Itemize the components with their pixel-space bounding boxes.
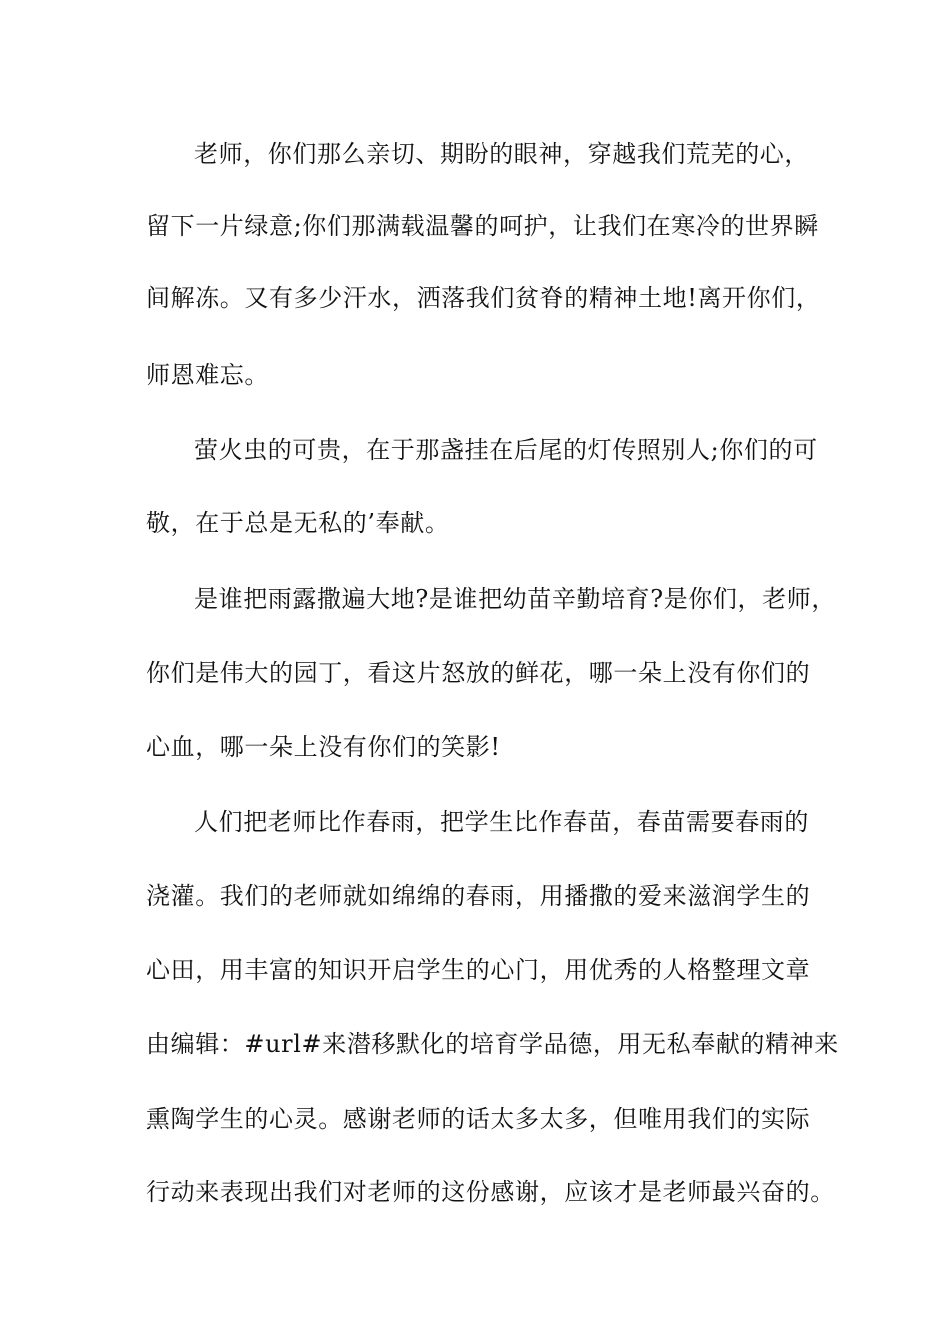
paragraph-2-line-2: 敬，在于总是无私的’奉献。 bbox=[146, 509, 450, 537]
paragraph-4-line-1: 人们把老师比作春雨，把学生比作春苗，春苗需要春雨的 bbox=[194, 808, 809, 836]
paragraph-3-line-1: 是谁把雨露撒遍大地?是谁把幼苗辛勤培育?是你们，老师， bbox=[194, 585, 836, 613]
paragraph-3-line-3: 心血，哪一朵上没有你们的笑影! bbox=[146, 733, 501, 761]
paragraph-3-line-2: 你们是伟大的园丁，看这片怒放的鲜花，哪一朵上没有你们的 bbox=[146, 659, 811, 687]
paragraph-4-line-3: 心田，用丰富的知识开启学生的心门，用优秀的人格整理文章 bbox=[146, 956, 811, 984]
paragraph-1-line-2: 留下一片绿意;你们那满载温馨的呵护，让我们在寒冷的世界瞬 bbox=[146, 212, 819, 240]
paragraph-4-line-2: 浇灌。我们的老师就如绵绵的春雨，用播撒的爱来滋润学生的 bbox=[146, 882, 811, 910]
paragraph-1-line-1: 老师，你们那么亲切、期盼的眼神，穿越我们荒芜的心， bbox=[194, 140, 809, 168]
paragraph-4-line-6: 行动来表现出我们对老师的这份感谢，应该才是老师最兴奋的。 bbox=[146, 1178, 835, 1206]
paragraph-4-line-5: 熏陶学生的心灵。感谢老师的话太多太多，但唯用我们的实际 bbox=[146, 1105, 811, 1133]
paragraph-1-line-3: 间解冻。又有多少汗水，洒落我们贫脊的精神土地!离开你们， bbox=[146, 284, 821, 312]
paragraph-4-line-4: 由编辑：#url#来潜移默化的培育学品德，用无私奉献的精神来 bbox=[146, 1030, 839, 1058]
paragraph-1-line-4: 师恩难忘。 bbox=[146, 361, 269, 389]
paragraph-2-line-1: 萤火虫的可贵，在于那盏挂在后尾的灯传照别人;你们的可 bbox=[194, 436, 818, 464]
